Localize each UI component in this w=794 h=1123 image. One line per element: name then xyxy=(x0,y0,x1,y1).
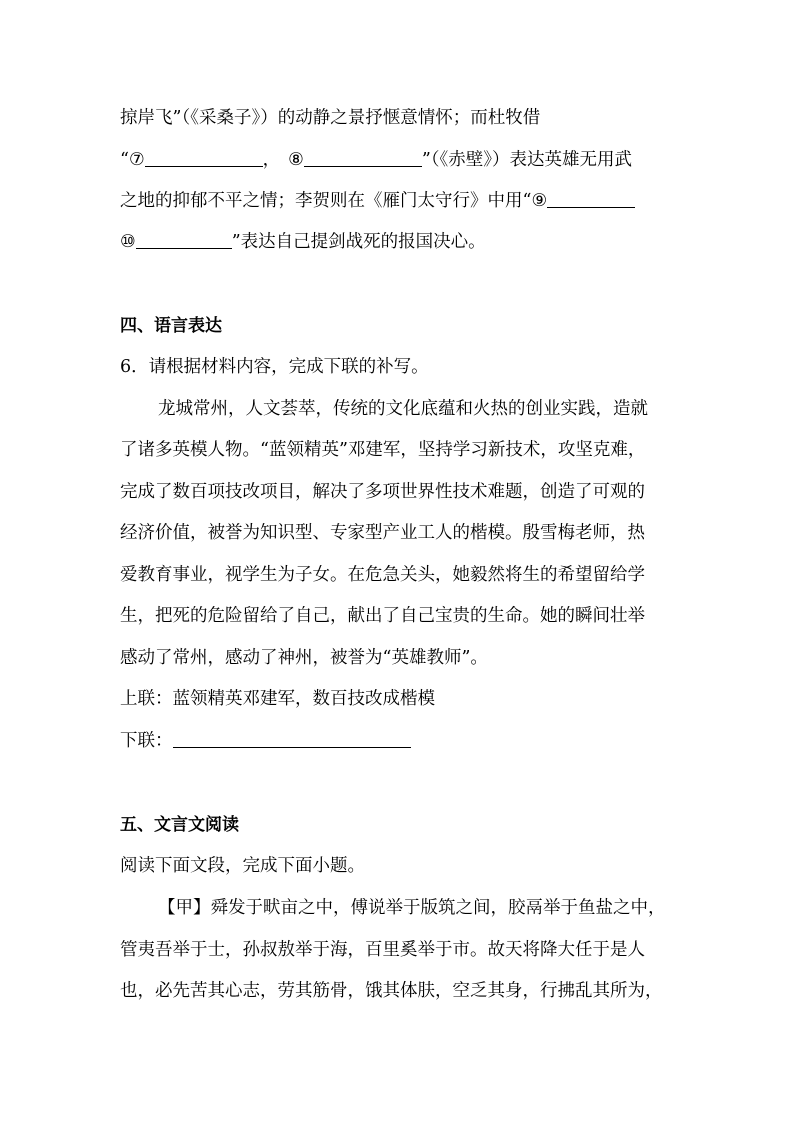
answer-blank-10[interactable] xyxy=(136,230,232,249)
text: 掠岸飞”（《采桑子》）的动静之景抒惬意情怀；而杜牧借 xyxy=(120,108,541,128)
answer-blank-7[interactable] xyxy=(145,148,263,167)
passage-line: 也，必先苦其心志，劳其筋骨，饿其体肤，空乏其身，行拂乱其所为， xyxy=(120,981,663,1001)
xialian-answer-blank[interactable] xyxy=(173,729,411,748)
number-8: ⑧ xyxy=(288,150,304,170)
material-line: 感动了常州，感动了神州，被誉为“英雄教师”。 xyxy=(120,648,488,668)
number-10: ⑩ xyxy=(120,232,136,252)
question-6: 6．请根据材料内容，完成下联的补写。 xyxy=(120,357,429,377)
material-line: 生，把死的危险留给了自己，献出了自己宝贵的生命。她的瞬间壮举 xyxy=(120,606,645,626)
open-quote: “ xyxy=(120,150,129,170)
xialian-row xyxy=(120,729,680,753)
number-9: ⑨ xyxy=(531,191,548,211)
poem-line-4 xyxy=(120,230,680,254)
poem-line-1 xyxy=(120,106,680,130)
text: 之地的抑郁不平之情；李贺则在《雁门太守行》中用“ xyxy=(120,191,532,211)
section-heading-4: 四、语言表达 xyxy=(120,316,222,336)
passage-line: 【甲】舜发于畎亩之中，傅说举于版筑之间，胶鬲举于鱼盐之中， xyxy=(158,898,666,918)
material-line: 完成了数百项技改项目，解决了多项世界性技术难题，创造了可观的 xyxy=(120,482,645,502)
section-heading-5: 五、文言文阅读 xyxy=(120,815,239,835)
poem-line-2 xyxy=(120,148,680,172)
answer-blank-8[interactable] xyxy=(304,148,422,167)
text: ”表达自己提剑战死的报国决心。 xyxy=(231,232,486,252)
material-line: 经济价值，被誉为知识型、专家型产业工人的楷模。殷雪梅老师，热 xyxy=(120,523,645,543)
material-line: 爱教育事业，视学生为子女。在危急关头，她毅然将生的希望留给学 xyxy=(120,565,645,585)
instruction: 阅读下面文段，完成下面小题。 xyxy=(120,856,365,876)
passage-line: 管夷吾举于士，孙叔敖举于海，百里奚举于市。故天将降大任于是人 xyxy=(120,940,645,960)
answer-blank-9[interactable] xyxy=(547,189,635,208)
text: ”（《赤壁》）表达英雄无用武 xyxy=(421,150,633,170)
shanglian: 上联：蓝领精英邓建军，数百技改成楷模 xyxy=(120,689,435,709)
number-7: ⑦ xyxy=(128,150,145,170)
poem-line-3 xyxy=(120,189,680,213)
xialian-label: 下联： xyxy=(120,731,173,751)
material-line: 了诸多英模人物。“蓝领精英”邓建军，坚持学习新技术，攻坚克难， xyxy=(120,440,646,460)
separator: ， xyxy=(262,150,281,170)
material-line: 龙城常州，人文荟萃，传统的文化底蕴和火热的创业实践，造就 xyxy=(158,399,648,419)
